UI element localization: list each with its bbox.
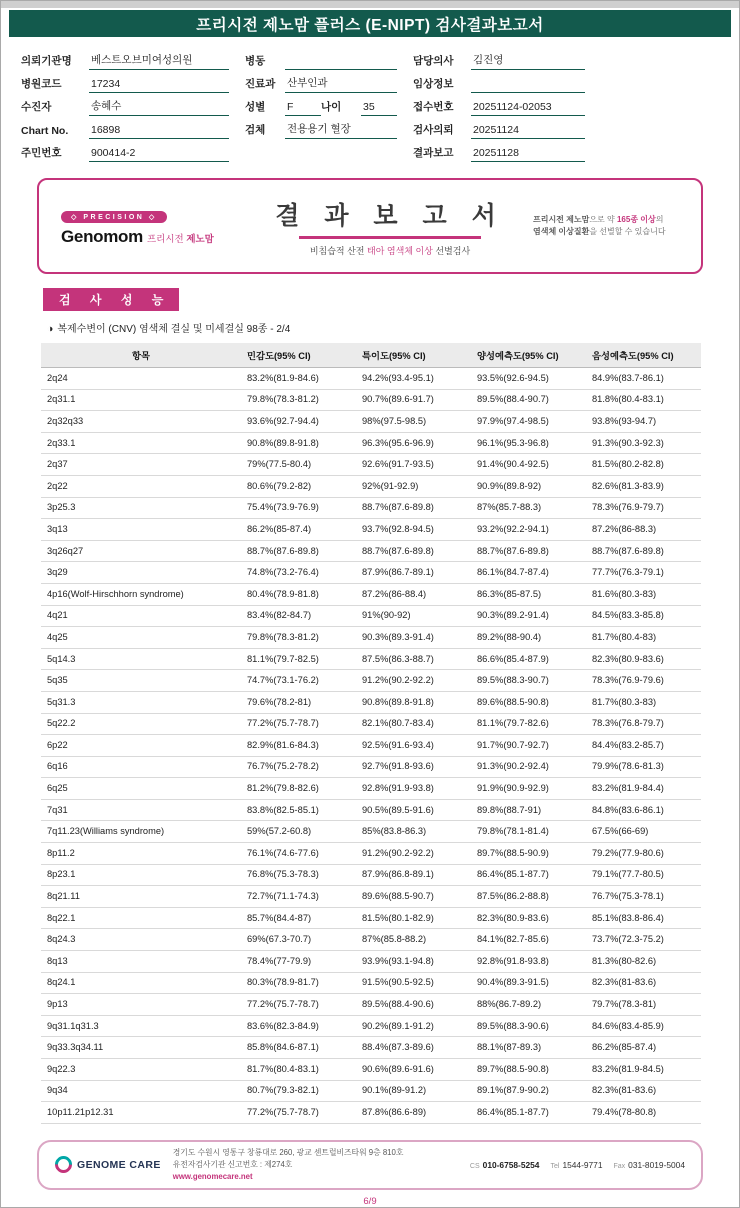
region-cell: 3q29	[41, 562, 241, 584]
value-cell: 86.2%(85-87.4)	[241, 519, 356, 541]
value-cell: 75.4%(73.9-76.9)	[241, 497, 356, 519]
region-cell: 9p13	[41, 994, 241, 1016]
patient-field-value: 20251124-02053	[471, 101, 585, 116]
footer-contacts	[470, 1160, 685, 1170]
value-cell: 88.1%(87-89.3)	[471, 1037, 586, 1059]
value-cell: 92.7%(91.8-93.6)	[356, 756, 471, 778]
report-title: 프리시전 제노맘 플러스 (E-NIPT) 검사결과보고서	[196, 16, 544, 34]
value-cell: 89.5%(88.3-90.6)	[471, 1015, 586, 1037]
table-row	[41, 713, 701, 735]
value-cell: 86.2%(85-87.4)	[586, 1037, 701, 1059]
value-cell: 79.6%(78.2-81)	[241, 691, 356, 713]
value-cell: 85.1%(83.8-86.4)	[586, 907, 701, 929]
value-cell: 81.2%(79.8-82.6)	[241, 778, 356, 800]
value-cell: 91.3%(90.3-92.3)	[586, 432, 701, 454]
region-cell: 5q35	[41, 670, 241, 692]
genomecare-logo-icon	[51, 1153, 75, 1177]
value-cell: 87.8%(86.6-89)	[356, 1102, 471, 1124]
table-row	[41, 670, 701, 692]
patient-field-label: 진료과	[245, 78, 276, 90]
region-cell: 8q21.11	[41, 886, 241, 908]
value-cell: 91.7%(90.7-92.7)	[471, 735, 586, 757]
value-cell: 81.6%(80.3-83)	[586, 583, 701, 605]
result-subtitle: 비침습적 산전 태아 염색체 이상 선별검사	[309, 245, 471, 256]
value-cell: 89.6%(88.5-90.7)	[356, 886, 471, 908]
patient-field-value: 베스트오브미여성의원	[89, 52, 229, 70]
value-cell: 84.4%(83.2-85.7)	[586, 735, 701, 757]
value-cell: 78.3%(76.8-79.7)	[586, 713, 701, 735]
value-cell: 80.4%(78.9-81.8)	[241, 583, 356, 605]
patient-field	[21, 116, 229, 139]
region-cell: 10p11.21p12.31	[41, 1102, 241, 1124]
patient-field	[413, 116, 585, 139]
performance-table	[41, 343, 701, 1124]
value-cell: 74.7%(73.1-76.2)	[241, 670, 356, 692]
value-cell: 87.5%(86.2-88.8)	[471, 886, 586, 908]
value-cell: 96.1%(95.3-96.8)	[471, 432, 586, 454]
value-cell: 91%(90-92)	[356, 605, 471, 627]
half-circle-icon: ◑	[47, 323, 54, 335]
footer	[37, 1140, 703, 1190]
value-cell: 77.2%(75.7-78.7)	[241, 713, 356, 735]
value-cell: 92.6%(91.7-93.5)	[356, 454, 471, 476]
value-cell: 88.7%(87.6-89.8)	[586, 540, 701, 562]
patient-field-label: 검체	[245, 124, 266, 136]
value-cell: 92.5%(91.6-93.4)	[356, 735, 471, 757]
value-cell: 83.2%(81.9-84.5)	[586, 1059, 701, 1081]
region-cell: 4p16(Wolf-Hirschhorn syndrome)	[41, 583, 241, 605]
value-cell: 91.2%(90.2-92.2)	[356, 670, 471, 692]
value-cell: 89.8%(88.7-91)	[471, 799, 586, 821]
value-cell: 67.5%(66-69)	[586, 821, 701, 843]
patient-field-value	[285, 56, 397, 70]
value-cell: 89.2%(88-90.4)	[471, 627, 586, 649]
region-cell: 5q22.2	[41, 713, 241, 735]
value-cell: 79.9%(78.6-81.3)	[586, 756, 701, 778]
patient-field-value: 17234	[89, 78, 229, 93]
table-row	[41, 475, 701, 497]
table-row	[41, 799, 701, 821]
patient-field-label: 성별	[245, 101, 266, 113]
value-cell: 89.6%(88.5-90.8)	[471, 691, 586, 713]
patient-field-label: 접수번호	[413, 101, 454, 113]
value-cell: 84.5%(83.3-85.8)	[586, 605, 701, 627]
value-cell: 77.2%(75.7-78.7)	[241, 994, 356, 1016]
value-cell: 84.1%(82.7-85.6)	[471, 929, 586, 951]
patient-field-label: 병원코드	[21, 78, 62, 90]
patient-field-label: 담당의사	[413, 55, 454, 67]
value-cell: 85%(83.8-86.3)	[356, 821, 471, 843]
column-header: 양성예측도(95% CI)	[471, 343, 586, 368]
address-line-1: 경기도 수원시 영통구 창룡대로 260, 광교 센트럴비즈타워 9층 810호	[172, 1148, 404, 1158]
value-cell: 81.5%(80.1-82.9)	[356, 907, 471, 929]
table-row	[41, 432, 701, 454]
value-cell: 86.6%(85.4-87.9)	[471, 648, 586, 670]
value-cell: 93.8%(93-94.7)	[586, 411, 701, 433]
diamond-icon: ◇	[71, 213, 79, 221]
region-cell: 2q32q33	[41, 411, 241, 433]
value-cell: 82.3%(80.9-83.6)	[471, 907, 586, 929]
value-cell: 86.1%(84.7-87.4)	[471, 562, 586, 584]
patient-field-label: 나이	[321, 101, 342, 113]
region-cell: 6p22	[41, 735, 241, 757]
value-cell: 79.8%(78.3-81.2)	[241, 627, 356, 649]
region-cell: 7q11.23(Williams syndrome)	[41, 821, 241, 843]
patient-field-value: 20251124	[471, 124, 585, 139]
value-cell: 78.4%(77-79.9)	[241, 951, 356, 973]
value-cell: 97.9%(97.4-98.5)	[471, 411, 586, 433]
value-cell: 74.8%(73.2-76.4)	[241, 562, 356, 584]
patient-field	[245, 47, 397, 70]
region-cell: 2q37	[41, 454, 241, 476]
region-cell: 3q26q27	[41, 540, 241, 562]
value-cell: 91.5%(90.5-92.5)	[356, 972, 471, 994]
region-cell: 9q34	[41, 1080, 241, 1102]
patient-field-value: 20251128	[471, 147, 585, 162]
table-row	[41, 454, 701, 476]
table-row	[41, 583, 701, 605]
value-cell: 98%(97.5-98.5)	[356, 411, 471, 433]
patient-field	[245, 70, 397, 93]
value-cell: 69%(67.3-70.7)	[241, 929, 356, 951]
value-cell: 79.7%(78.3-81)	[586, 994, 701, 1016]
value-cell: 78.3%(76.9-79.7)	[586, 497, 701, 519]
patient-field-label: 임상정보	[413, 78, 454, 90]
value-cell: 84.8%(83.6-86.1)	[586, 799, 701, 821]
footer-address	[173, 1147, 458, 1182]
value-cell: 93.9%(93.1-94.8)	[356, 951, 471, 973]
region-cell: 3q13	[41, 519, 241, 541]
value-cell: 96.3%(95.6-96.9)	[356, 432, 471, 454]
region-cell: 4q21	[41, 605, 241, 627]
value-cell: 81.7%(80.4-83)	[586, 627, 701, 649]
value-cell: 82.9%(81.6-84.3)	[241, 735, 356, 757]
value-cell: 93.7%(92.8-94.5)	[356, 519, 471, 541]
table-row	[41, 562, 701, 584]
value-cell: 91.9%(90.9-92.9)	[471, 778, 586, 800]
value-cell: 76.7%(75.3-78.1)	[586, 886, 701, 908]
table-row	[41, 691, 701, 713]
table-row	[41, 1080, 701, 1102]
brand-name-en: Genomom	[61, 226, 143, 246]
precision-badge: ◇ PRECISION ◇	[61, 211, 167, 223]
patient-field	[21, 93, 229, 116]
value-cell: 82.1%(80.7-83.4)	[356, 713, 471, 735]
patient-field-value: 김진영	[471, 52, 585, 70]
value-cell: 77.7%(76.3-79.1)	[586, 562, 701, 584]
value-cell: 90.8%(89.8-91.8)	[356, 691, 471, 713]
value-cell: 89.7%(88.5-90.8)	[471, 1059, 586, 1081]
region-cell: 5q14.3	[41, 648, 241, 670]
value-cell: 76.1%(74.6-77.6)	[241, 843, 356, 865]
region-cell: 5q31.3	[41, 691, 241, 713]
value-cell: 85.7%(84.4-87)	[241, 907, 356, 929]
table-row	[41, 627, 701, 649]
value-cell: 90.1%(89-91.2)	[356, 1080, 471, 1102]
region-cell: 6q25	[41, 778, 241, 800]
region-cell: 8p23.1	[41, 864, 241, 886]
value-cell: 83.2%(81.9-84.4)	[586, 778, 701, 800]
patient-info-column-3	[413, 47, 585, 162]
value-cell: 82.3%(80.9-83.6)	[586, 648, 701, 670]
patient-field	[21, 47, 229, 70]
value-cell: 93.5%(92.6-94.5)	[471, 368, 586, 390]
value-cell: 89.7%(88.5-90.9)	[471, 843, 586, 865]
tel-contact: Tel 1544-9771	[550, 1159, 603, 1170]
value-cell: 81.1%(79.7-82.5)	[241, 648, 356, 670]
column-header: 음성예측도(95% CI)	[586, 343, 701, 368]
value-cell: 81.3%(80-82.6)	[586, 951, 701, 973]
brand-logo-block	[61, 206, 247, 247]
value-cell: 79%(77.5-80.4)	[241, 454, 356, 476]
value-cell: 82.3%(81-83.6)	[586, 972, 701, 994]
region-cell: 2q31.1	[41, 389, 241, 411]
patient-info-column-1	[21, 47, 229, 162]
value-cell: 93.6%(92.7-94.4)	[241, 411, 356, 433]
value-cell: 88.7%(87.6-89.8)	[471, 540, 586, 562]
value-cell: 83.4%(82-84.7)	[241, 605, 356, 627]
region-cell: 2q33.1	[41, 432, 241, 454]
value-cell: 83.6%(82.3-84.9)	[241, 1015, 356, 1037]
table-row	[41, 994, 701, 1016]
region-cell: 8q24.3	[41, 929, 241, 951]
value-cell: 91.2%(90.2-92.2)	[356, 843, 471, 865]
genomecare-logo-text: GENOME CARE	[77, 1158, 161, 1171]
table-row	[41, 605, 701, 627]
region-cell: 8p11.2	[41, 843, 241, 865]
patient-field	[21, 70, 229, 93]
patient-field	[413, 93, 585, 116]
value-cell: 87.5%(86.3-88.7)	[356, 648, 471, 670]
value-cell: 80.3%(78.9-81.7)	[241, 972, 356, 994]
value-cell: 90.3%(89.3-91.4)	[356, 627, 471, 649]
region-cell: 9q33.3q34.11	[41, 1037, 241, 1059]
brand-name-kr: 프리시전 제노맘	[146, 233, 214, 245]
value-cell: 87.9%(86.8-89.1)	[356, 864, 471, 886]
region-cell: 3p25.3	[41, 497, 241, 519]
result-title-block	[247, 196, 533, 257]
value-cell: 80.6%(79.2-82)	[241, 475, 356, 497]
website-link[interactable]: www.genomecare.net	[172, 1171, 253, 1181]
value-cell: 81.8%(80.4-83.1)	[586, 389, 701, 411]
table-row	[41, 497, 701, 519]
value-cell: 78.3%(76.9-79.6)	[586, 670, 701, 692]
section-title-performance: 검 사 성 능	[43, 288, 179, 311]
table-row	[41, 411, 701, 433]
patient-field-value: 35	[361, 101, 397, 116]
table-row	[41, 951, 701, 973]
value-cell: 90.4%(89.3-91.5)	[471, 972, 586, 994]
value-cell: 90.8%(89.8-91.8)	[241, 432, 356, 454]
value-cell: 90.2%(89.1-91.2)	[356, 1015, 471, 1037]
patient-field-value: 산부인과	[285, 75, 397, 93]
column-header: 항목	[41, 343, 241, 368]
value-cell: 91.4%(90.4-92.5)	[471, 454, 586, 476]
value-cell: 86.4%(85.1-87.7)	[471, 1102, 586, 1124]
patient-field-label: 수진자	[21, 101, 52, 113]
patient-field	[413, 139, 585, 162]
table-row	[41, 735, 701, 757]
value-cell: 79.4%(78-80.8)	[586, 1102, 701, 1124]
value-cell: 87%(85.8-88.2)	[356, 929, 471, 951]
table-row	[41, 519, 701, 541]
patient-field-label: 결과보고	[413, 147, 454, 159]
value-cell: 93.2%(92.2-94.1)	[471, 519, 586, 541]
value-cell: 81.7%(80.4-83.1)	[241, 1059, 356, 1081]
value-cell: 90.7%(89.6-91.7)	[356, 389, 471, 411]
table-row	[41, 821, 701, 843]
value-cell: 81.7%(80.3-83)	[586, 691, 701, 713]
table-row	[41, 756, 701, 778]
report-title-bar	[9, 10, 731, 37]
region-cell: 8q13	[41, 951, 241, 973]
value-cell: 92.8%(91.8-93.8)	[471, 951, 586, 973]
table-row	[41, 648, 701, 670]
table-row	[41, 843, 701, 865]
column-header: 특이도(95% CI)	[356, 343, 471, 368]
table-row	[41, 1059, 701, 1081]
value-cell: 89.1%(87.9-90.2)	[471, 1080, 586, 1102]
region-cell: 6q16	[41, 756, 241, 778]
value-cell: 79.8%(78.1-81.4)	[471, 821, 586, 843]
table-row	[41, 886, 701, 908]
value-cell: 88.7%(87.6-89.8)	[356, 497, 471, 519]
table-row	[41, 1015, 701, 1037]
patient-field-value: F	[285, 101, 321, 116]
column-header: 민감도(95% CI)	[241, 343, 356, 368]
value-cell: 84.9%(83.7-86.1)	[586, 368, 701, 390]
table-row	[41, 972, 701, 994]
side-note: 프리시전 제노맘으로 약 165종 이상의 염색체 이상질환을 선별할 수 있습니다	[533, 214, 666, 236]
value-cell: 76.7%(75.2-78.2)	[241, 756, 356, 778]
address-line-2: 유전자검사기관 신고번호 : 제274호	[172, 1159, 293, 1169]
diamond-icon: ◇	[148, 213, 157, 221]
genomecare-logo	[55, 1156, 161, 1173]
patient-field-label: 주민번호	[21, 147, 62, 159]
result-title: 결 과 보 고 서	[275, 201, 505, 230]
table-header-row	[41, 343, 701, 368]
value-cell: 87.2%(86-88.4)	[356, 583, 471, 605]
region-cell: 9q31.1q31.3	[41, 1015, 241, 1037]
value-cell: 87%(85.7-88.3)	[471, 497, 586, 519]
title-underline	[299, 236, 481, 239]
region-cell: 8q22.1	[41, 907, 241, 929]
table-row	[41, 1037, 701, 1059]
region-cell: 2q22	[41, 475, 241, 497]
region-cell: 2q24	[41, 368, 241, 390]
patient-info-column-2	[245, 47, 397, 162]
value-cell: 79.2%(77.9-80.6)	[586, 843, 701, 865]
patient-field-value: 전용용기 혈장	[285, 121, 397, 139]
fax-contact: Fax 031-8019-5004	[613, 1159, 685, 1170]
value-cell: 79.1%(77.7-80.5)	[586, 864, 701, 886]
value-cell: 76.8%(75.3-78.3)	[241, 864, 356, 886]
value-cell: 88.7%(87.6-89.8)	[241, 540, 356, 562]
cnv-note: ◑ 복제수변이 (CNV) 염색체 결실 및 미세결실 98종 - 2/4	[47, 323, 291, 335]
patient-field-value: 16898	[89, 124, 229, 139]
patient-field	[245, 116, 397, 139]
value-cell: 83.2%(81.9-84.6)	[241, 368, 356, 390]
patient-info-section	[1, 37, 739, 166]
value-cell: 90.9%(89.8-92)	[471, 475, 586, 497]
value-cell: 90.3%(89.2-91.4)	[471, 605, 586, 627]
value-cell: 89.5%(88.4-90.7)	[471, 389, 586, 411]
value-cell: 80.7%(79.3-82.1)	[241, 1080, 356, 1102]
value-cell: 89.5%(88.4-90.6)	[356, 994, 471, 1016]
value-cell: 77.2%(75.7-78.7)	[241, 1102, 356, 1124]
value-cell: 81.1%(79.7-82.6)	[471, 713, 586, 735]
table-row	[41, 368, 701, 390]
region-cell: 9q22.3	[41, 1059, 241, 1081]
table-row	[41, 778, 701, 800]
value-cell: 72.7%(71.1-74.3)	[241, 886, 356, 908]
patient-field	[413, 70, 585, 93]
value-cell: 91.3%(90.2-92.4)	[471, 756, 586, 778]
table-row	[41, 1102, 701, 1124]
value-cell: 87.9%(86.7-89.1)	[356, 562, 471, 584]
value-cell: 59%(57.2-60.8)	[241, 821, 356, 843]
table-row	[41, 907, 701, 929]
patient-field	[413, 47, 585, 70]
value-cell: 94.2%(93.4-95.1)	[356, 368, 471, 390]
table-row	[41, 929, 701, 951]
value-cell: 84.6%(83.4-85.9)	[586, 1015, 701, 1037]
value-cell: 82.3%(81-83.6)	[586, 1080, 701, 1102]
value-cell: 73.7%(72.3-75.2)	[586, 929, 701, 951]
patient-field-value: 900414-2	[89, 147, 229, 162]
region-cell: 4q25	[41, 627, 241, 649]
value-cell: 86.4%(85.1-87.7)	[471, 864, 586, 886]
value-cell: 88.7%(87.6-89.8)	[356, 540, 471, 562]
value-cell: 88%(86.7-89.2)	[471, 994, 586, 1016]
region-cell: 8q24.1	[41, 972, 241, 994]
result-header-box	[37, 178, 703, 274]
value-cell: 90.5%(89.5-91.6)	[356, 799, 471, 821]
table-row	[41, 540, 701, 562]
top-strip	[1, 1, 739, 8]
patient-field	[245, 93, 397, 116]
value-cell: 83.8%(82.5-85.1)	[241, 799, 356, 821]
value-cell: 92%(91-92.9)	[356, 475, 471, 497]
value-cell: 86.3%(85-87.5)	[471, 583, 586, 605]
value-cell: 82.6%(81.3-83.9)	[586, 475, 701, 497]
patient-field	[21, 139, 229, 162]
patient-field-value	[471, 79, 585, 93]
patient-field-value: 송혜수	[89, 98, 229, 116]
value-cell: 85.8%(84.6-87.1)	[241, 1037, 356, 1059]
table-row	[41, 389, 701, 411]
region-cell: 7q31	[41, 799, 241, 821]
patient-field-label: 검사의뢰	[413, 124, 454, 136]
value-cell: 90.6%(89.6-91.6)	[356, 1059, 471, 1081]
value-cell: 81.5%(80.2-82.8)	[586, 454, 701, 476]
patient-field-label: 의뢰기관명	[21, 55, 72, 67]
value-cell: 92.8%(91.9-93.8)	[356, 778, 471, 800]
page-number: 6/9	[363, 1195, 377, 1207]
patient-field-label: 병동	[245, 55, 266, 67]
value-cell: 88.4%(87.3-89.6)	[356, 1037, 471, 1059]
value-cell: 89.5%(88.3-90.7)	[471, 670, 586, 692]
cs-contact: CS 010-6758-5254	[469, 1159, 540, 1170]
table-row	[41, 864, 701, 886]
value-cell: 79.8%(78.3-81.2)	[241, 389, 356, 411]
patient-field-label: Chart No.	[21, 125, 69, 137]
value-cell: 87.2%(86-88.3)	[586, 519, 701, 541]
